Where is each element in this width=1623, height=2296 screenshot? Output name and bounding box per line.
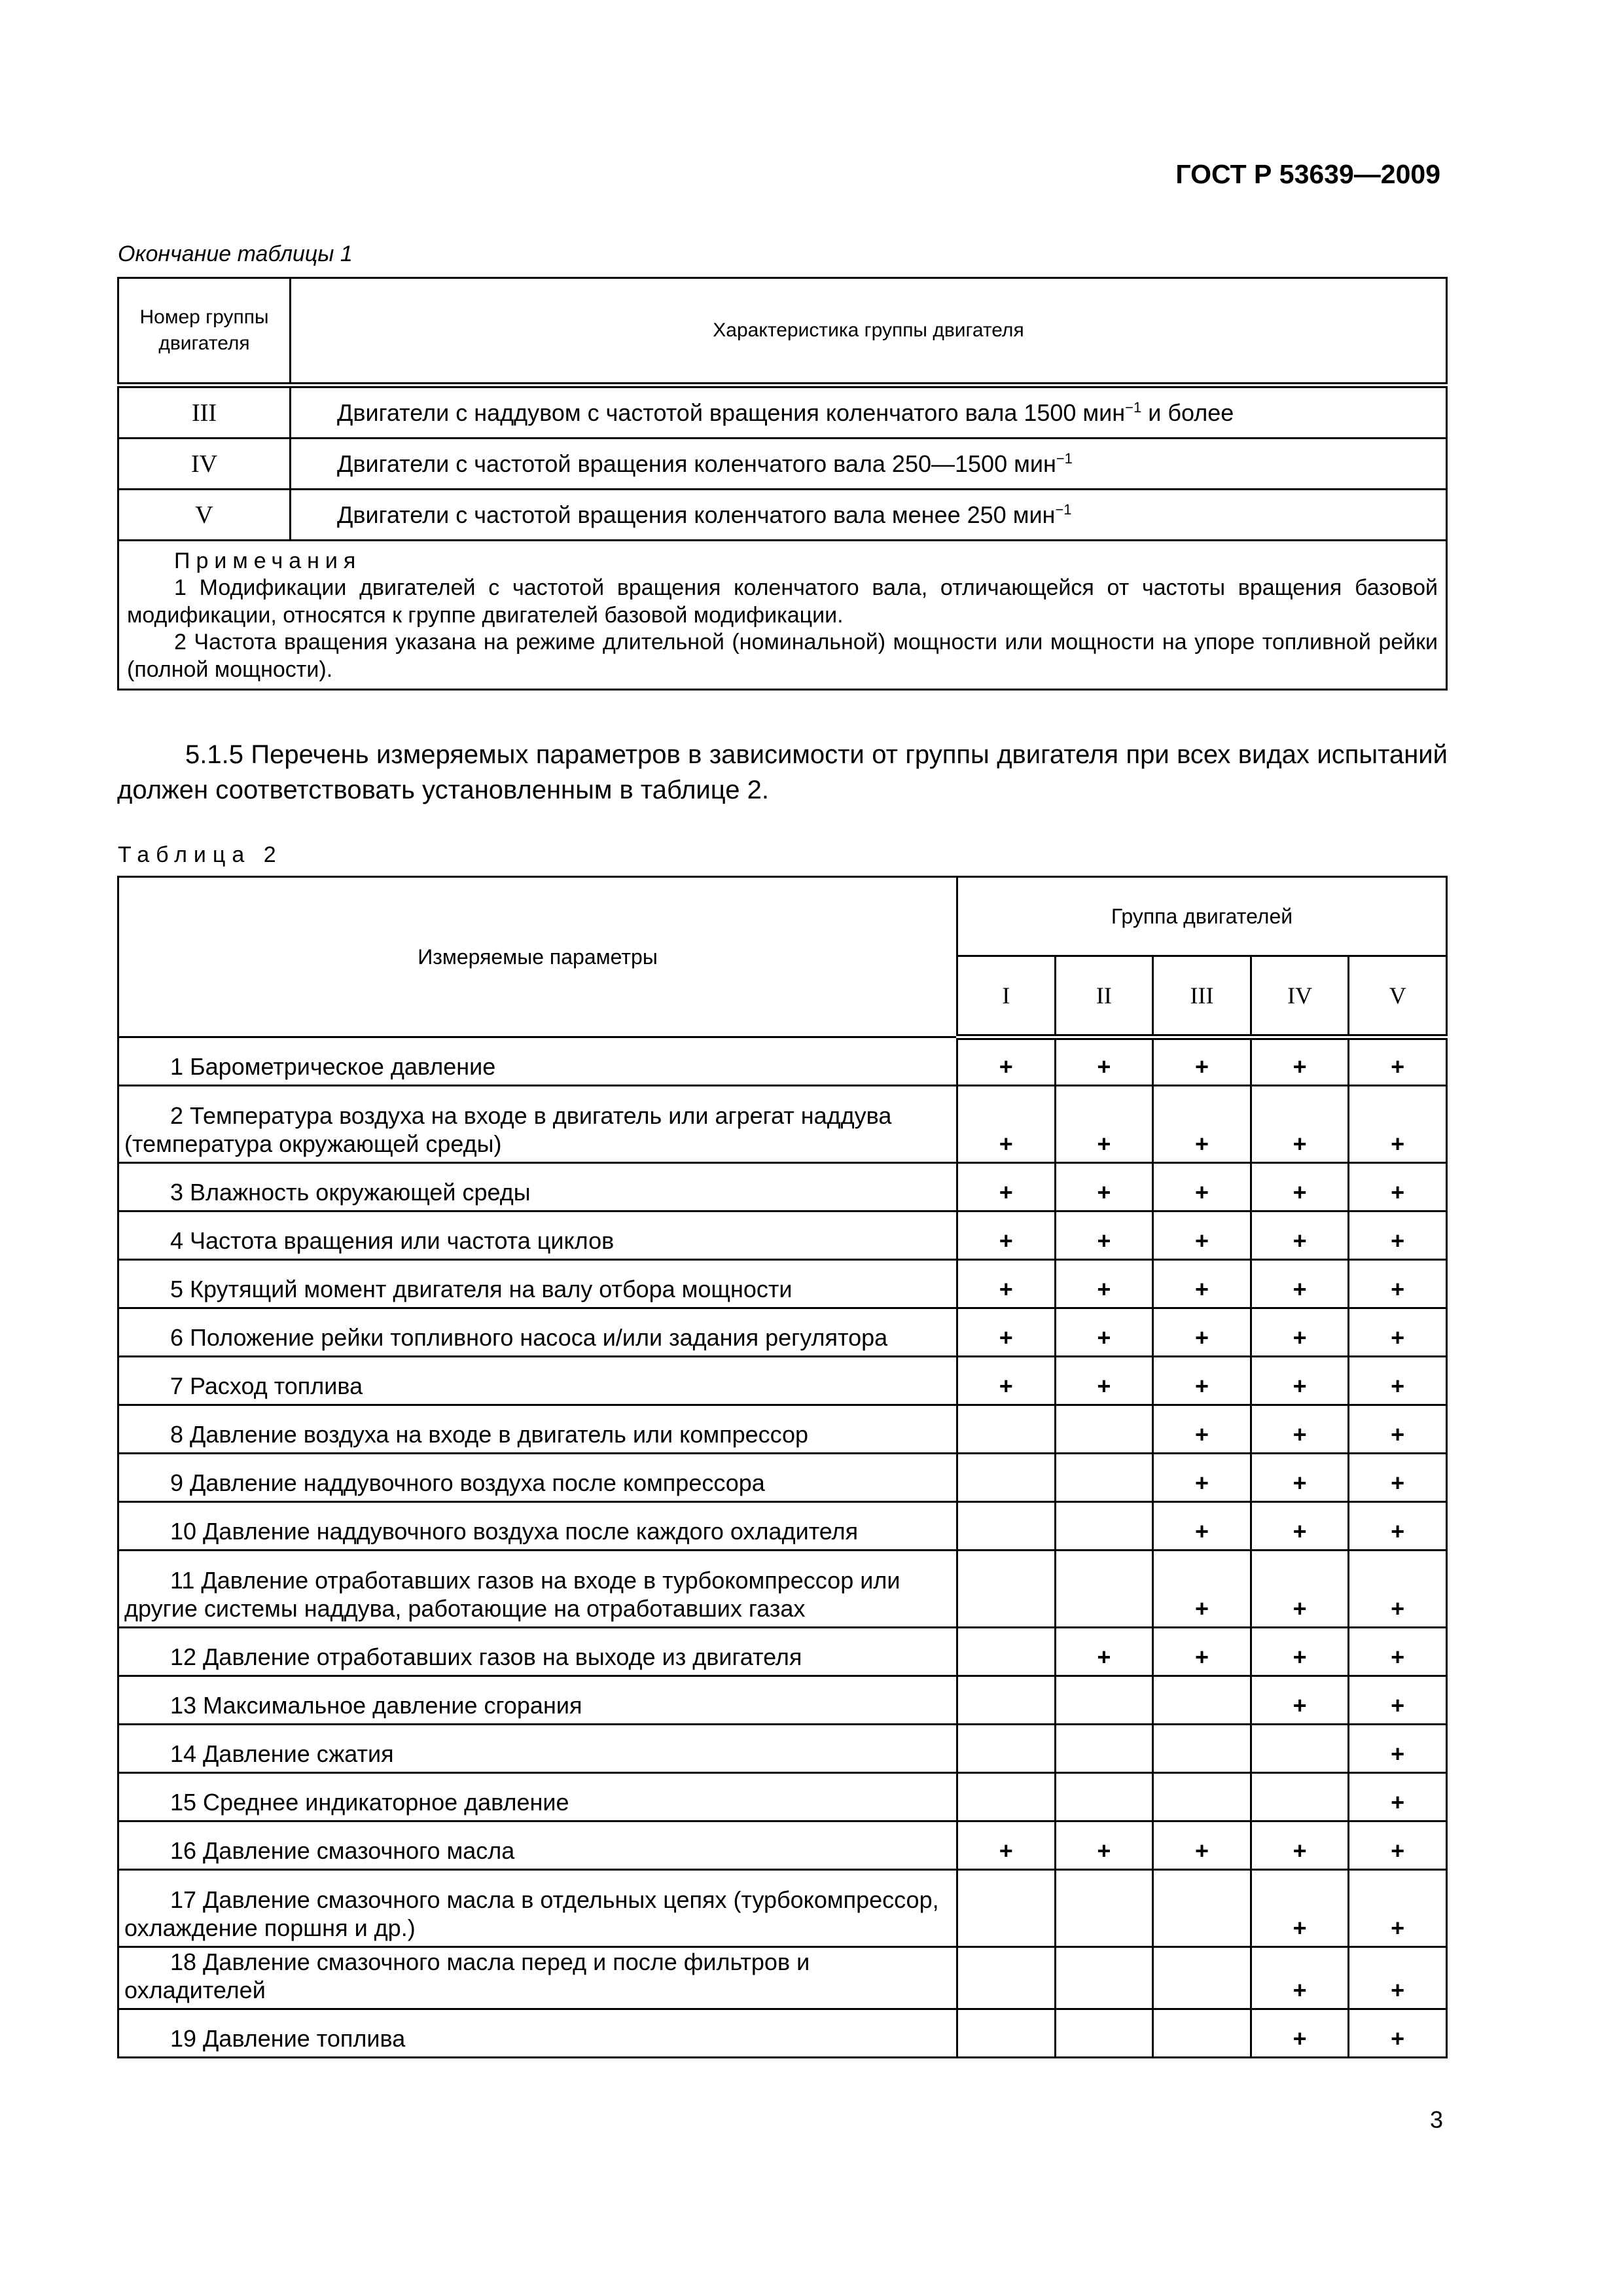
measurement-mark: + bbox=[1251, 1947, 1349, 2009]
measurement-mark: + bbox=[1153, 1086, 1251, 1163]
unit-exponent: −1 bbox=[1056, 450, 1073, 467]
characteristic-text: Двигатели с наддувом с частотой вращения коленчатого вала 1500 мин bbox=[337, 399, 1126, 426]
parameter-text: 5 Крутящий момент двигателя на валу отбора мощности bbox=[170, 1275, 793, 1302]
measurement-mark: + bbox=[957, 1357, 1056, 1405]
table2-row bbox=[118, 1947, 1447, 2009]
measurement-mark: + bbox=[1349, 1357, 1447, 1405]
parameter-name bbox=[118, 1628, 957, 1676]
measurement-mark bbox=[1055, 1947, 1153, 2009]
measurement-mark: + bbox=[1251, 2009, 1349, 2058]
measurement-mark: + bbox=[957, 1163, 1056, 1211]
parameter-name bbox=[118, 1405, 957, 1454]
measurement-mark: + bbox=[1349, 1628, 1447, 1676]
parameter-name bbox=[118, 1037, 957, 1086]
measurement-mark: + bbox=[1349, 2009, 1447, 2058]
measurement-mark: + bbox=[1251, 1211, 1349, 1260]
parameter-text: 4 Частота вращения или частота циклов bbox=[170, 1227, 615, 1254]
measurement-mark bbox=[1251, 1725, 1349, 1773]
parameter-text: 6 Положение рейки топливного насоса и/или задания регулятора bbox=[170, 1323, 888, 1351]
measurement-mark: + bbox=[1349, 1725, 1447, 1773]
measurement-mark bbox=[1055, 1454, 1153, 1502]
parameter-text: 12 Давление отработавших газов на выходе из двигателя bbox=[170, 1643, 802, 1670]
measurement-mark bbox=[1153, 2009, 1251, 2058]
table1-characteristic-header: Характеристика группы двигателя bbox=[291, 278, 1447, 386]
measurement-mark: + bbox=[1055, 1211, 1153, 1260]
table2-row bbox=[118, 1405, 1447, 1454]
parameter-text: 19 Давление топлива bbox=[170, 2025, 406, 2053]
measurement-mark: + bbox=[1251, 1821, 1349, 1870]
table2-engine-groups-header: Группа двигателей bbox=[957, 877, 1447, 956]
measurement-mark: + bbox=[1153, 1211, 1251, 1260]
measurement-mark: + bbox=[1153, 1502, 1251, 1551]
measurement-mark bbox=[957, 1870, 1056, 1947]
measurement-mark bbox=[957, 1405, 1056, 1454]
measurement-mark: + bbox=[1153, 1628, 1251, 1676]
parameter-text: 17 Давление смазочного масла в отдельных цепях (турбокомпрессор, охлаждение поршня и др.) bbox=[124, 1886, 939, 1941]
measurement-mark: + bbox=[1153, 1260, 1251, 1308]
parameter-name bbox=[118, 1821, 957, 1870]
parameter-text: 3 Влажность окружающей среды bbox=[170, 1178, 531, 1206]
group-characteristic bbox=[291, 439, 1447, 490]
table1-notes bbox=[118, 541, 1447, 690]
measurement-mark: + bbox=[1349, 1308, 1447, 1357]
group-number: V bbox=[118, 490, 291, 541]
table2-row bbox=[118, 1502, 1447, 1551]
measurement-mark: + bbox=[1349, 1037, 1447, 1086]
parameter-name bbox=[118, 2009, 957, 2058]
table2-row bbox=[118, 1308, 1447, 1357]
measurement-mark bbox=[1055, 2009, 1153, 2058]
parameter-text: 14 Давление сжатия bbox=[170, 1740, 394, 1767]
measured-parameters-table bbox=[117, 876, 1448, 2058]
table2-parameters-header: Измеряемые параметры bbox=[118, 877, 957, 1037]
measurement-mark: + bbox=[1055, 1163, 1153, 1211]
measurement-mark bbox=[1055, 1773, 1153, 1821]
measurement-mark: + bbox=[957, 1260, 1056, 1308]
table2-row bbox=[118, 1163, 1447, 1211]
measurement-mark: + bbox=[1251, 1676, 1349, 1725]
characteristic-text: Двигатели с частотой вращения коленчатого вала 250—1500 мин bbox=[337, 450, 1056, 477]
measurement-mark bbox=[1153, 1947, 1251, 2009]
table2-row bbox=[118, 1676, 1447, 1725]
measurement-mark: + bbox=[957, 1308, 1056, 1357]
parameter-text: 7 Расход топлива bbox=[170, 1372, 363, 1399]
measurement-mark: + bbox=[1349, 1211, 1447, 1260]
table1-group-number-header: Номер группы двигателя bbox=[118, 278, 291, 386]
measurement-mark bbox=[1153, 1725, 1251, 1773]
measurement-mark: + bbox=[1251, 1260, 1349, 1308]
table2-row bbox=[118, 1037, 1447, 1086]
parameter-name bbox=[118, 1260, 957, 1308]
table2-row bbox=[118, 1870, 1447, 1947]
table1-caption: Окончание таблицы 1 bbox=[118, 242, 353, 266]
parameter-name bbox=[118, 1454, 957, 1502]
measurement-mark: + bbox=[1153, 1821, 1251, 1870]
measurement-mark bbox=[1055, 1870, 1153, 1947]
measurement-mark: + bbox=[1055, 1260, 1153, 1308]
parameter-text: 18 Давление смазочного масла перед и после фильтров и охладителей bbox=[124, 1948, 810, 2004]
engine-group-header: V bbox=[1349, 956, 1447, 1037]
parameter-name bbox=[118, 1551, 957, 1628]
table2-row bbox=[118, 1628, 1447, 1676]
parameter-text: 16 Давление смазочного масла bbox=[170, 1837, 515, 1864]
engine-group-header: IV bbox=[1251, 956, 1349, 1037]
parameter-name bbox=[118, 1086, 957, 1163]
measurement-mark bbox=[957, 1947, 1056, 2009]
table2-row bbox=[118, 1821, 1447, 1870]
table2-row bbox=[118, 1086, 1447, 1163]
parameter-text: 11 Давление отработавших газов на входе в турбокомпрессор или другие системы наддува, работающие на отработавших газах bbox=[124, 1566, 901, 1622]
measurement-mark bbox=[957, 1628, 1056, 1676]
measurement-mark: + bbox=[1153, 1357, 1251, 1405]
unit-exponent: −1 bbox=[1125, 399, 1142, 416]
engine-groups-table bbox=[117, 277, 1448, 691]
measurement-mark: + bbox=[1349, 1502, 1447, 1551]
paragraph-5-1-5: 5.1.5 Перечень измеряемых параметров в зависимости от группы двигателя при всех видах испытаний должен соответствовать установленным в таблице 2. bbox=[117, 740, 1448, 805]
standard-designation: ГОСТ Р 53639—2009 bbox=[1175, 159, 1440, 189]
parameter-text: 8 Давление воздуха на входе в двигатель или компрессор bbox=[170, 1420, 809, 1448]
unit-exponent: −1 bbox=[1055, 501, 1072, 518]
note-item: 2 Частота вращения указана на режиме длительной (номинальной) мощности или мощности на упоре топливной рейки (полной мощности). bbox=[127, 630, 1438, 682]
measurement-mark: + bbox=[1251, 1086, 1349, 1163]
table2-row bbox=[118, 1211, 1447, 1260]
measurement-mark: + bbox=[1153, 1454, 1251, 1502]
parameter-text: 2 Температура воздуха на входе в двигатель или агрегат наддува (температура окружающей среды) bbox=[124, 1102, 892, 1157]
parameter-text: 15 Среднее индикаторное давление bbox=[170, 1788, 569, 1816]
measurement-mark bbox=[957, 2009, 1056, 2058]
measurement-mark bbox=[1055, 1676, 1153, 1725]
group-characteristic bbox=[291, 386, 1447, 439]
measurement-mark: + bbox=[1251, 1628, 1349, 1676]
measurement-mark bbox=[1055, 1725, 1153, 1773]
table2-row bbox=[118, 1357, 1447, 1405]
measurement-mark bbox=[1153, 1773, 1251, 1821]
measurement-mark: + bbox=[1251, 1163, 1349, 1211]
table2-row bbox=[118, 1725, 1447, 1773]
measurement-mark: + bbox=[1349, 1260, 1447, 1308]
measurement-mark: + bbox=[1055, 1308, 1153, 1357]
measurement-mark: + bbox=[1349, 1870, 1447, 1947]
table1-notes-row bbox=[118, 541, 1447, 690]
measurement-mark: + bbox=[1055, 1821, 1153, 1870]
table1-row bbox=[118, 439, 1447, 490]
measurement-mark: + bbox=[1349, 1773, 1447, 1821]
measurement-mark: + bbox=[1251, 1405, 1349, 1454]
measurement-mark: + bbox=[1251, 1357, 1349, 1405]
parameter-name bbox=[118, 1502, 957, 1551]
parameter-name bbox=[118, 1357, 957, 1405]
characteristic-text: Двигатели с частотой вращения коленчатого вала менее 250 мин bbox=[337, 501, 1056, 528]
table1-row bbox=[118, 490, 1447, 541]
measurement-mark bbox=[957, 1676, 1056, 1725]
measurement-mark: + bbox=[1251, 1870, 1349, 1947]
measurement-mark: + bbox=[1349, 1163, 1447, 1211]
measurement-mark bbox=[957, 1773, 1056, 1821]
measurement-mark bbox=[957, 1454, 1056, 1502]
table2-row bbox=[118, 1260, 1447, 1308]
measurement-mark: + bbox=[957, 1037, 1056, 1086]
measurement-mark: + bbox=[1349, 1086, 1447, 1163]
parameter-name bbox=[118, 1947, 957, 2009]
measurement-mark: + bbox=[1251, 1037, 1349, 1086]
measurement-mark: + bbox=[957, 1821, 1056, 1870]
characteristic-suffix: и более bbox=[1141, 399, 1234, 426]
measurement-mark: + bbox=[957, 1086, 1056, 1163]
parameter-name bbox=[118, 1870, 957, 1947]
measurement-mark: + bbox=[1349, 1947, 1447, 2009]
measurement-mark bbox=[1055, 1502, 1153, 1551]
parameter-text: 1 Барометрическое давление bbox=[170, 1052, 496, 1080]
measurement-mark: + bbox=[1251, 1551, 1349, 1628]
measurement-mark: + bbox=[1349, 1821, 1447, 1870]
measurement-mark: + bbox=[1153, 1037, 1251, 1086]
table2-row bbox=[118, 1551, 1447, 1628]
table2-row bbox=[118, 1454, 1447, 1502]
measurement-mark bbox=[1055, 1551, 1153, 1628]
measurement-mark: + bbox=[957, 1211, 1056, 1260]
measurement-mark: + bbox=[1349, 1676, 1447, 1725]
parameter-name bbox=[118, 1676, 957, 1725]
measurement-mark: + bbox=[1251, 1454, 1349, 1502]
measurement-mark bbox=[957, 1725, 1056, 1773]
engine-group-header: I bbox=[957, 956, 1056, 1037]
table1-row bbox=[118, 386, 1447, 439]
measurement-mark: + bbox=[1349, 1551, 1447, 1628]
page-number: 3 bbox=[1429, 2106, 1443, 2133]
measurement-mark bbox=[1055, 1405, 1153, 1454]
engine-group-header: III bbox=[1153, 956, 1251, 1037]
measurement-mark: + bbox=[1349, 1454, 1447, 1502]
parameter-name bbox=[118, 1211, 957, 1260]
parameter-name bbox=[118, 1308, 957, 1357]
group-number: IV bbox=[118, 439, 291, 490]
measurement-mark: + bbox=[1251, 1502, 1349, 1551]
measurement-mark: + bbox=[1153, 1163, 1251, 1211]
measurement-mark bbox=[957, 1502, 1056, 1551]
group-number: III bbox=[118, 386, 291, 439]
measurement-mark bbox=[957, 1551, 1056, 1628]
measurement-mark: + bbox=[1055, 1037, 1153, 1086]
note-item: 1 Модификации двигателей с частотой вращения коленчатого вала, отличающейся от частоты вращения базовой модификации, относятся к группе двигателей базовой модификации. bbox=[127, 575, 1438, 628]
table2-row bbox=[118, 1773, 1447, 1821]
parameter-name bbox=[118, 1163, 957, 1211]
measurement-mark: + bbox=[1055, 1628, 1153, 1676]
measurement-mark: + bbox=[1055, 1086, 1153, 1163]
notes-title: Примечания bbox=[174, 548, 362, 573]
measurement-mark bbox=[1153, 1676, 1251, 1725]
parameter-name bbox=[118, 1725, 957, 1773]
measurement-mark: + bbox=[1055, 1357, 1153, 1405]
measurement-mark: + bbox=[1153, 1405, 1251, 1454]
measurement-mark: + bbox=[1349, 1405, 1447, 1454]
engine-group-header: II bbox=[1055, 956, 1153, 1037]
measurement-mark bbox=[1251, 1773, 1349, 1821]
parameter-text: 13 Максимальное давление сгорания bbox=[170, 1691, 582, 1719]
group-characteristic bbox=[291, 490, 1447, 541]
table2-caption: Таблица 2 bbox=[118, 842, 283, 867]
measurement-mark: + bbox=[1153, 1308, 1251, 1357]
parameter-text: 9 Давление наддувочного воздуха после компрессора bbox=[170, 1469, 765, 1496]
parameter-text: 10 Давление наддувочного воздуха после каждого охладителя bbox=[170, 1517, 859, 1545]
measurement-mark: + bbox=[1153, 1551, 1251, 1628]
measurement-mark: + bbox=[1251, 1308, 1349, 1357]
parameter-name bbox=[118, 1773, 957, 1821]
table2-row bbox=[118, 2009, 1447, 2058]
measurement-mark bbox=[1153, 1870, 1251, 1947]
